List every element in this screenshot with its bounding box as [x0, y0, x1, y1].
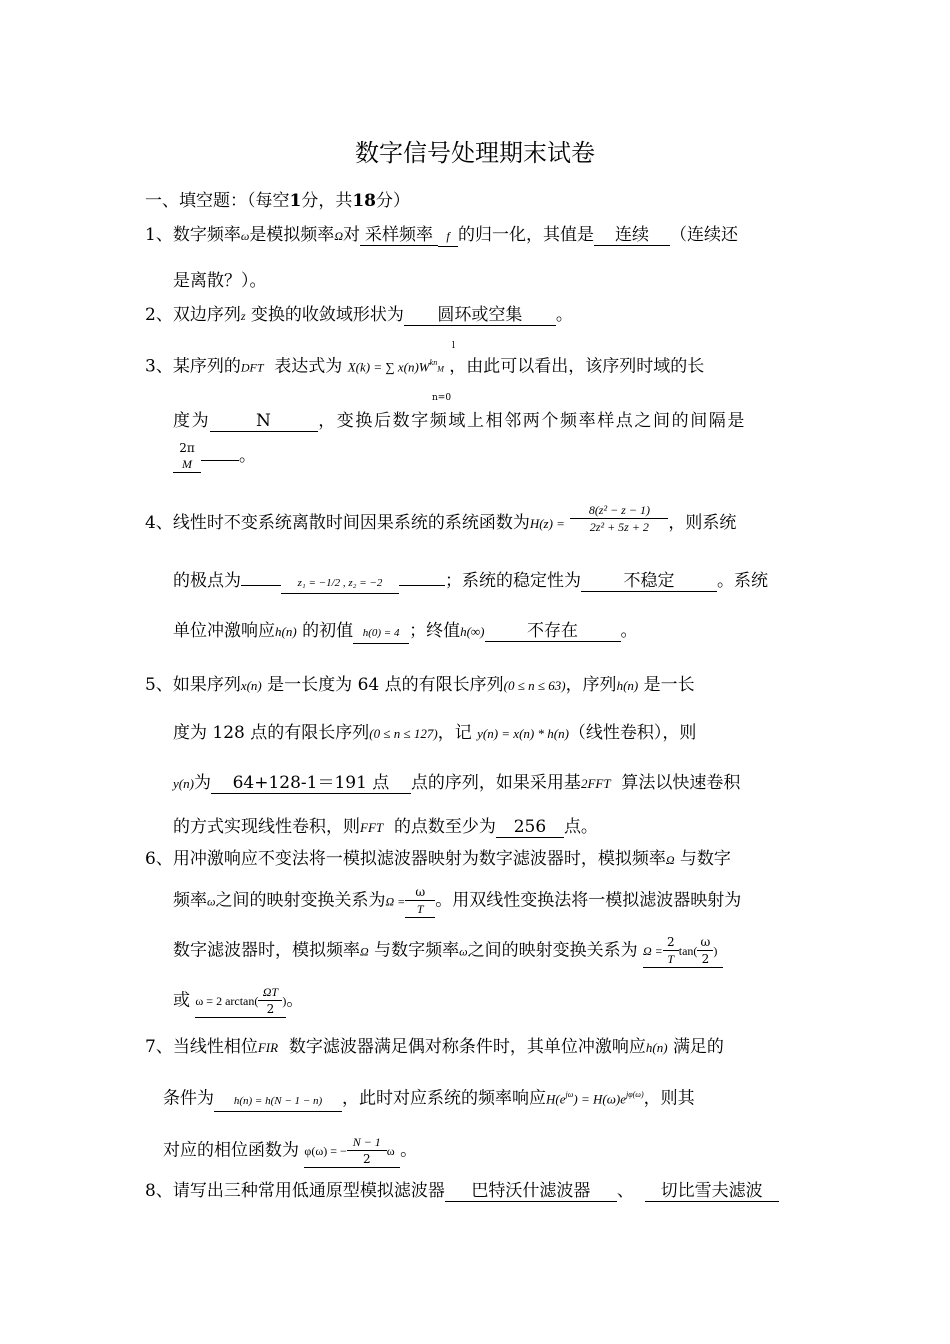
question-4: 4、线性时不变系统离散时间因果系统的系统函数为H(z) = $\frac{\text{8(z² − z − 1)}}{\text{2z² + 5z + 2}}$ ，则系统 — [145, 503, 737, 534]
question-8: 8、请写出三种常用低通原型模拟滤波器 巴特沃什滤波器 、 切比雪夫滤波 — [145, 1180, 779, 1202]
answer-blank: 不存在 — [485, 621, 621, 642]
question-5: 5、如果序列x(n) 是一长度为 64 点的有限长序列(0 ≤ n ≤ 63)，序列h(n) 是一长 — [145, 675, 695, 695]
question-1: 1、数字频率ω是模拟频率Ω对 采样频率 f 的归一化，其值是 连续 （连续还 — [145, 225, 738, 245]
dft-formula: X(k) = ∑ x(n)W — [347, 359, 430, 375]
question-3: 3、某序列的DFT 表达式为 X(k) = ∑ $x(n)W^{kn}M$ ，由此可以看出，该序列时域的长 — [145, 356, 705, 377]
question-3-cont: 度为 N ，变换后数字频域上相邻两个频率样点之间的间隔是 — [173, 411, 747, 431]
answer-blank: z₁ = −1/2 , z₂ = −2 — [281, 573, 399, 594]
answer-blank: h(n) = h(N − 1 − n) — [214, 1091, 342, 1112]
question-4-response: 单位冲激响应h(n) 的初值 h(0) = 4 ；终值h(∞) 不存在 。 — [173, 620, 638, 644]
answer-blank: 采样频率 — [360, 225, 438, 246]
page-title: 数字信号处理期末试卷 — [355, 139, 595, 167]
question-6-line4: 或 ω = 2 arctan( $\frac{\Omega T}{2}$ )。 — [173, 985, 304, 1016]
answer-blank: 2π M — [173, 440, 201, 473]
answer-blank: ω = 2 arctan( $\frac{\Omega T}{2}$ ) — [195, 985, 287, 1016]
answer-blank: Ω = $\frac{2}{T}$ tan( $\frac{\omega}{2}$ ) — [643, 934, 723, 968]
question-6: 6、用冲激响应不变法将一模拟滤波器映射为数字滤波器时，模拟频率Ω 与数字 — [145, 849, 731, 869]
answer-blank: 不稳定 — [581, 571, 717, 592]
answer-blank: N — [210, 411, 318, 432]
answer-blank: 切比雪夫滤波 — [645, 1181, 779, 1202]
question-6-line3: 数字滤波器时，模拟频率Ω 与数字频率ω之间的映射变换关系为 Ω = $\frac{2}{T}$ tan( $\frac{\omega}{2}$ ) — [173, 934, 723, 968]
question-7: 7、当线性相位FIR 数字滤波器满足偶对称条件时，其单位冲激响应h(n) 满足的 — [145, 1037, 724, 1057]
answer-blank: 256 — [496, 817, 564, 838]
question-6-line2: 频率ω之间的映射变换关系为Ω = $\frac{\omega}{T}$ 。用双线性变换法将一模拟滤波器映射为 — [173, 885, 742, 916]
question-7-line3: 对应的相位函数为 φ(ω) = − $\frac{N - 1}{2}$ ω 。 — [163, 1135, 418, 1166]
question-5-line4: 的方式实现线性卷积，则FFT 的点数至少为 256 点。 — [173, 817, 598, 837]
question-2: 2、双边序列z 变换的收敛域形状为 圆环或空集 。 — [145, 305, 573, 325]
question-5-line2: 度为 128 点的有限长序列(0 ≤ n ≤ 127)，记 y(n) = x(n) * h(n)（线性卷积），则 — [173, 723, 697, 743]
section-heading: 一、填空题：（每空1分，共18分） — [145, 191, 411, 211]
system-function: $\frac{\text{8(z² − z − 1)}}{\text{2z² + 5z + 2}}$ — [570, 502, 668, 535]
answer-blank: 64+128-1＝191 点 — [211, 773, 411, 794]
answer-blank: 圆环或空集 — [404, 305, 556, 326]
answer-blank: $\frac{\omega}{T}$ — [405, 884, 435, 918]
answer-blank: f — [438, 226, 458, 247]
question-4-poles: 的极点为 z₁ = −1/2 , z₂ = −2 ；系统的稳定性为 不稳定 。系统 — [173, 570, 768, 594]
answer-blank: φ(ω) = − $\frac{N - 1}{2}$ ω — [304, 1134, 400, 1168]
answer-blank: h(0) = 4 — [353, 623, 409, 644]
answer-blank: 巴特沃什滤波器 — [445, 1181, 617, 1202]
question-7-line2: 条件为 h(n) = h(N − 1 − n) ，此时对应系统的频率响应$H(e^{j\omega}) = H(\omega)e^{j\varphi(\omega)}$，则其 — [163, 1084, 695, 1112]
question-3-answer2: 2π M 。 — [173, 440, 256, 473]
question-5-line3: y(n)为 64+128-1＝191 点 点的序列，如果采用基2FFT 算法以快速卷积 — [173, 773, 741, 793]
answer-blank: 连续 — [594, 225, 670, 246]
question-1-cont: 是离散？）。 — [173, 271, 267, 291]
